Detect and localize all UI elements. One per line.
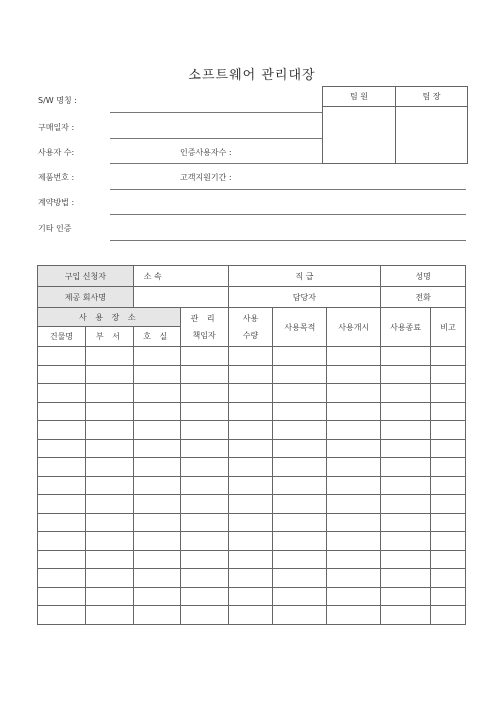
table-cell[interactable]	[85, 550, 133, 569]
table-cell[interactable]	[273, 569, 327, 588]
table-cell[interactable]	[228, 569, 273, 588]
approval-member-sign[interactable]	[323, 107, 396, 164]
note-header: 비고	[431, 308, 466, 347]
name-header: 성명	[381, 266, 466, 287]
table-cell[interactable]	[327, 365, 381, 384]
table-cell[interactable]	[381, 495, 431, 514]
approval-member-header: 팀 원	[323, 87, 396, 107]
table-cell[interactable]	[228, 347, 273, 366]
table-cell[interactable]	[381, 550, 431, 569]
table-cell[interactable]	[381, 347, 431, 366]
table-cell[interactable]	[381, 532, 431, 551]
table-cell[interactable]	[381, 513, 431, 532]
approval-box	[322, 86, 468, 164]
table-cell[interactable]	[381, 421, 431, 440]
table-cell[interactable]	[85, 458, 133, 477]
table-cell[interactable]	[85, 495, 133, 514]
table-cell[interactable]	[180, 606, 228, 625]
position-header: 직 급	[228, 266, 381, 287]
table-cell[interactable]	[327, 495, 381, 514]
approval-leader-sign[interactable]	[396, 107, 468, 164]
sw-name-label: S/W 명칭 :	[38, 96, 77, 105]
table-cell[interactable]	[38, 476, 86, 495]
table-cell[interactable]	[327, 439, 381, 458]
building-header: 건물명	[38, 327, 86, 347]
table-cell[interactable]	[38, 495, 86, 514]
table-cell[interactable]	[85, 569, 133, 588]
table-cell[interactable]	[228, 550, 273, 569]
table-cell[interactable]	[273, 421, 327, 440]
table-cell[interactable]	[38, 458, 86, 477]
table-row	[38, 421, 466, 440]
table-cell[interactable]	[85, 421, 133, 440]
table-row	[38, 532, 466, 551]
end-header: 사용종료	[381, 308, 431, 347]
table-cell[interactable]	[85, 384, 133, 403]
table-cell[interactable]	[85, 532, 133, 551]
table-cell[interactable]	[273, 606, 327, 625]
table-cell[interactable]	[133, 569, 180, 588]
table-cell[interactable]	[133, 532, 180, 551]
table-cell[interactable]	[38, 439, 86, 458]
product-no-line[interactable]	[110, 189, 466, 190]
table-cell[interactable]	[431, 532, 466, 551]
table-cell[interactable]	[273, 532, 327, 551]
table-row	[38, 606, 466, 625]
table-cell[interactable]	[38, 347, 86, 366]
table-cell[interactable]	[273, 402, 327, 421]
table-cell[interactable]	[431, 495, 466, 514]
table-cell[interactable]	[180, 532, 228, 551]
table-cell[interactable]	[180, 347, 228, 366]
table-cell[interactable]	[180, 476, 228, 495]
table-cell[interactable]	[38, 384, 86, 403]
table-cell[interactable]	[381, 384, 431, 403]
table-cell[interactable]	[133, 384, 180, 403]
contract-method-line[interactable]	[110, 214, 466, 215]
table-cell[interactable]	[85, 476, 133, 495]
table-cell[interactable]	[133, 606, 180, 625]
software-register-table	[37, 265, 466, 625]
table-cell[interactable]	[327, 402, 381, 421]
table-cell[interactable]	[133, 347, 180, 366]
table-cell[interactable]	[180, 439, 228, 458]
other-cert-line[interactable]	[110, 240, 466, 241]
table-cell[interactable]	[180, 365, 228, 384]
quantity-header-line1: 사용	[242, 314, 259, 323]
table-cell[interactable]	[228, 439, 273, 458]
manager-header	[180, 308, 228, 347]
table-cell[interactable]	[180, 495, 228, 514]
manager-header-line2: 책임자	[192, 331, 216, 340]
certified-users-label: 인증사용자수 :	[180, 148, 232, 157]
table-cell[interactable]	[180, 550, 228, 569]
table-cell[interactable]	[180, 402, 228, 421]
table-cell[interactable]	[327, 532, 381, 551]
product-no-label: 제품번호 :	[38, 173, 75, 182]
sw-name-line[interactable]	[110, 112, 322, 113]
table-cell[interactable]	[133, 458, 180, 477]
table-cell[interactable]	[431, 513, 466, 532]
support-period-label: 고객지원기간 :	[180, 173, 232, 182]
table-cell[interactable]	[431, 606, 466, 625]
table-cell[interactable]	[38, 513, 86, 532]
table-row	[38, 550, 466, 569]
table-cell[interactable]	[38, 587, 86, 606]
contract-method-label: 계약방법 :	[38, 198, 75, 207]
table-cell[interactable]	[38, 606, 86, 625]
table-cell[interactable]	[38, 569, 86, 588]
table-cell[interactable]	[381, 476, 431, 495]
table-cell[interactable]	[327, 421, 381, 440]
start-header: 사용개시	[327, 308, 381, 347]
table-cell[interactable]	[180, 513, 228, 532]
table-cell[interactable]	[180, 569, 228, 588]
table-cell[interactable]	[431, 569, 466, 588]
table-cell[interactable]	[381, 569, 431, 588]
table-cell[interactable]	[228, 365, 273, 384]
table-cell[interactable]	[273, 513, 327, 532]
table-cell[interactable]	[228, 458, 273, 477]
table-cell[interactable]	[133, 550, 180, 569]
table-cell[interactable]	[180, 458, 228, 477]
table-cell[interactable]	[228, 476, 273, 495]
table-cell[interactable]	[381, 439, 431, 458]
table-cell[interactable]	[38, 550, 86, 569]
table-row	[38, 587, 466, 606]
table-cell[interactable]	[228, 587, 273, 606]
approval-leader-header: 팀 장	[396, 87, 468, 107]
table-row	[38, 347, 466, 366]
table-cell[interactable]	[431, 365, 466, 384]
table-cell[interactable]	[228, 513, 273, 532]
table-row	[38, 384, 466, 403]
applicant-header: 구입 신청자	[38, 266, 134, 287]
table-cell[interactable]	[381, 458, 431, 477]
table-cell[interactable]	[431, 587, 466, 606]
user-count-line[interactable]	[110, 163, 322, 164]
table-cell[interactable]	[431, 550, 466, 569]
table-cell[interactable]	[38, 421, 86, 440]
table-cell[interactable]	[273, 495, 327, 514]
table-cell[interactable]	[228, 421, 273, 440]
table-cell[interactable]	[327, 606, 381, 625]
table-cell[interactable]	[133, 402, 180, 421]
table-cell[interactable]	[228, 384, 273, 403]
user-count-label: 사용자 수:	[38, 148, 75, 157]
quantity-header	[228, 308, 273, 347]
table-cell[interactable]	[431, 476, 466, 495]
table-cell[interactable]	[85, 439, 133, 458]
contact-person-header: 담당자	[228, 287, 381, 308]
table-cell[interactable]	[133, 587, 180, 606]
room-header: 호 실	[133, 327, 180, 347]
table-cell[interactable]	[228, 532, 273, 551]
table-cell[interactable]	[381, 365, 431, 384]
table-row	[38, 513, 466, 532]
table-cell[interactable]	[381, 402, 431, 421]
table-cell[interactable]	[133, 439, 180, 458]
table-cell[interactable]	[85, 606, 133, 625]
table-cell[interactable]	[273, 365, 327, 384]
table-cell[interactable]	[327, 550, 381, 569]
page-title: 소프트웨어 관리대장	[188, 68, 316, 83]
table-cell[interactable]	[273, 439, 327, 458]
table-cell[interactable]	[327, 458, 381, 477]
table-cell[interactable]	[273, 476, 327, 495]
table-cell[interactable]	[431, 402, 466, 421]
table-cell[interactable]	[431, 384, 466, 403]
table-cell[interactable]	[273, 587, 327, 606]
table-cell[interactable]	[431, 347, 466, 366]
affiliation-header: 소 속	[133, 266, 228, 287]
other-cert-label: 기타 인증	[38, 224, 72, 233]
supplier-value[interactable]	[133, 287, 228, 308]
table-body	[38, 347, 466, 625]
table-cell[interactable]	[273, 550, 327, 569]
table-cell[interactable]	[85, 365, 133, 384]
table-cell[interactable]	[327, 347, 381, 366]
table-cell[interactable]	[133, 476, 180, 495]
table-cell[interactable]	[381, 606, 431, 625]
location-header: 사 용 장 소	[38, 308, 181, 327]
table-cell[interactable]	[327, 569, 381, 588]
table-row	[38, 439, 466, 458]
phone-header: 전화	[381, 287, 466, 308]
table-cell[interactable]	[133, 513, 180, 532]
table-cell[interactable]	[133, 495, 180, 514]
table-row	[38, 402, 466, 421]
table-cell[interactable]	[327, 513, 381, 532]
table-cell[interactable]	[133, 365, 180, 384]
table-cell[interactable]	[228, 495, 273, 514]
table-cell[interactable]	[273, 458, 327, 477]
table-row	[38, 365, 466, 384]
table-cell[interactable]	[180, 421, 228, 440]
manager-header-line1: 관 리	[190, 314, 218, 323]
purpose-header: 사용목적	[273, 308, 327, 347]
table-row	[38, 569, 466, 588]
table-cell[interactable]	[180, 587, 228, 606]
table-cell[interactable]	[273, 384, 327, 403]
purchase-date-line[interactable]	[110, 138, 322, 139]
dept-header: 부 서	[85, 327, 133, 347]
table-row	[38, 476, 466, 495]
table-cell[interactable]	[431, 439, 466, 458]
table-cell[interactable]	[327, 587, 381, 606]
purchase-date-label: 구매일자 :	[38, 123, 75, 132]
table-cell[interactable]	[85, 513, 133, 532]
quantity-header-line2: 수량	[242, 331, 259, 340]
table-cell[interactable]	[133, 421, 180, 440]
table-cell[interactable]	[381, 587, 431, 606]
table-cell[interactable]	[38, 365, 86, 384]
table-row	[38, 495, 466, 514]
table-cell[interactable]	[38, 532, 86, 551]
table-cell[interactable]	[327, 384, 381, 403]
table-cell[interactable]	[85, 402, 133, 421]
table-cell[interactable]	[228, 402, 273, 421]
table-cell[interactable]	[85, 587, 133, 606]
table-cell[interactable]	[327, 476, 381, 495]
table-cell[interactable]	[38, 402, 86, 421]
table-cell[interactable]	[431, 421, 466, 440]
table-cell[interactable]	[180, 384, 228, 403]
table-row	[38, 458, 466, 477]
table-cell[interactable]	[228, 606, 273, 625]
table-cell[interactable]	[431, 458, 466, 477]
table-cell[interactable]	[85, 347, 133, 366]
supplier-header: 제공 회사명	[38, 287, 134, 308]
table-cell[interactable]	[273, 347, 327, 366]
